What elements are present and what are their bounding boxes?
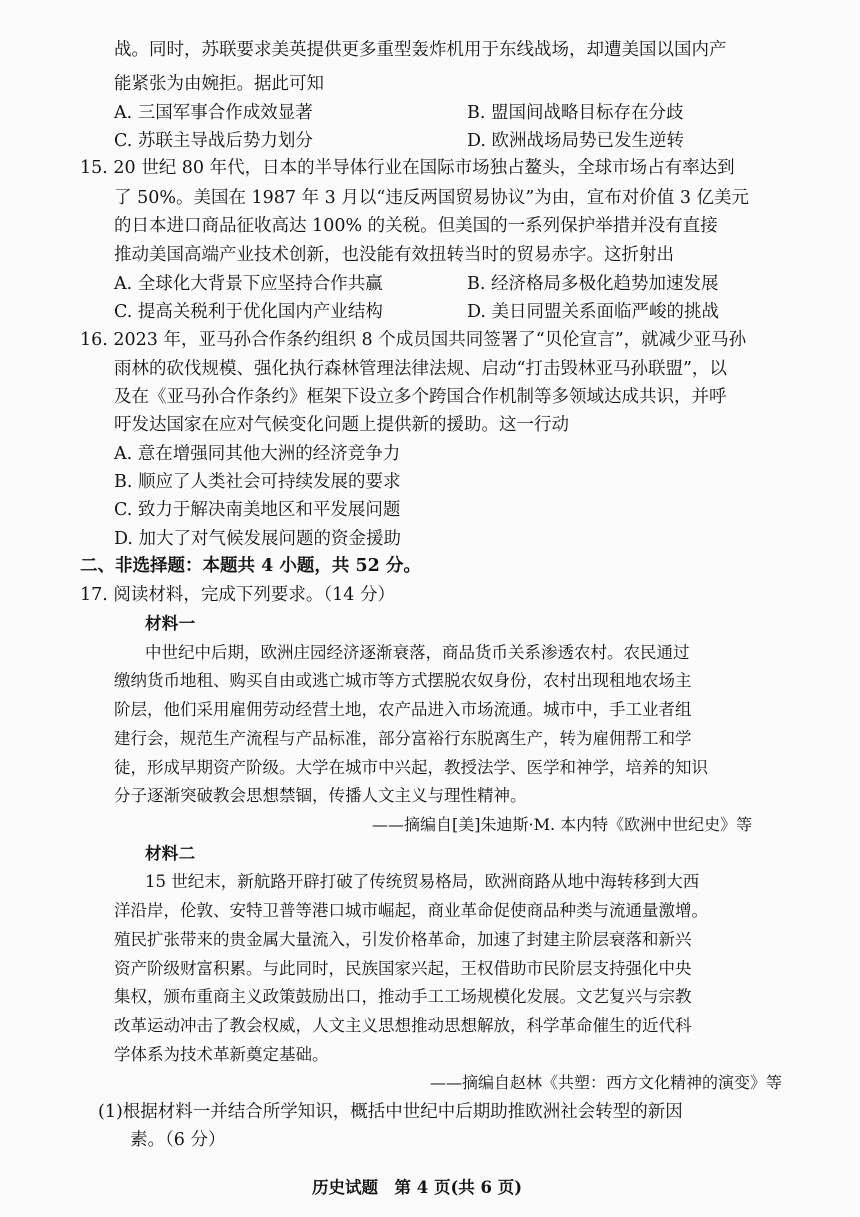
material-two-line: 学体系为技术革新奠定基础。 — [114, 1045, 329, 1064]
q14-option-b: B. 盟国间战略目标存在分歧 — [467, 103, 684, 123]
q14-stem-line: 战。同时，苏联要求美英提供更多重型轰炸机用于东线战场，却遭美国以国内产 — [114, 40, 727, 60]
material-one-line: 建行会，规范生产流程与产品标准，部分富裕行东脱离生产，转为雇佣帮工和学 — [114, 729, 692, 748]
q15-option-d: D. 美日同盟关系面临严峻的挑战 — [467, 302, 720, 322]
material-one-line: 中世纪中后期，欧洲庄园经济逐渐衰落，商品货币关系渗透农村。农民通过 — [145, 643, 690, 662]
q15-option-c: C. 提高关税利于优化国内产业结构 — [114, 302, 383, 322]
q15-option-a: A. 全球化大背景下应坚持合作共赢 — [114, 274, 383, 294]
q15-stem-line: 15. 20 世纪 80 年代，日本的半导体行业在国际市场独占鳌头，全球市场占有率达到 — [80, 158, 735, 178]
material-two-title: 材料二 — [145, 844, 196, 863]
page-footer: 历史试题 第 4 页(共 6 页) — [312, 1178, 523, 1197]
q16-stem-line: 雨林的砍伐规模、强化执行森林管理法律法规、启动“打击毁林亚马孙联盟”，以 — [114, 359, 727, 379]
section-heading: 二、非选择题：本题共 4 小题，共 52 分。 — [80, 556, 421, 576]
q15-option-b: B. 经济格局多极化趋势加速发展 — [467, 274, 719, 294]
q16-stem-line: 及在《亚马孙合作条约》框架下设立多个跨国合作机制等多领域达成共识，并呼 — [114, 387, 727, 407]
material-two-line: 洋沿岸，伦敦、安特卫普等港口城市崛起，商业革命促使商品种类与流通量激增。 — [114, 901, 708, 920]
material-one-source: ——摘编自[美]朱迪斯·M. 本内特《欧洲中世纪史》等 — [372, 815, 753, 834]
material-one-line: 徒，形成早期资产阶级。大学在城市中兴起，教授法学、医学和神学，培养的知识 — [114, 758, 708, 777]
material-one-line: 分子逐渐突破教会思想禁锢，传播人文主义与理性精神。 — [114, 786, 527, 805]
q16-option-a: A. 意在增强同其他大洲的经济竞争力 — [114, 444, 401, 464]
material-one-title: 材料一 — [145, 614, 196, 633]
q16-option-d: D. 加大了对气候发展问题的资金援助 — [114, 529, 402, 549]
q15-stem-line: 的日本进口商品征收高达 100% 的关税。但美国的一系列保护举措并没有直接 — [114, 216, 718, 236]
q15-stem-line: 推动美国高端产业技术创新，也没能有效扭转当时的贸易赤字。这折射出 — [114, 245, 674, 265]
q14-option-c: C. 苏联主导战后势力划分 — [114, 131, 313, 151]
material-one-line: 缴纳货币地租、购买自由或逃亡城市等方式摆脱农奴身份，农村出现租地农场主 — [114, 671, 692, 690]
q17-sub-question-1: (1)根据材料一并结合所学知识，概括中世纪中后期助推欧洲社会转型的新因 — [98, 1102, 683, 1122]
q17-stem: 17. 阅读材料，完成下列要求。（14 分） — [80, 585, 395, 605]
q16-option-c: C. 致力于解决南美地区和平发展问题 — [114, 500, 401, 520]
material-one-line: 阶层，他们采用雇佣劳动经营土地，农产品进入市场流通。城市中，手工业者组 — [114, 700, 692, 719]
q16-stem-line: 16. 2023 年，亚马孙合作条约组织 8 个成员国共同签署了“贝伦宣言”，就减少亚马孙 — [80, 330, 747, 350]
material-two-line: 资产阶级财富积累。与此同时，民族国家兴起，王权借助市民阶层支持强化中央 — [114, 959, 692, 978]
material-two-line: 殖民扩张带来的贵金属大量流入，引发价格革命，加速了封建主阶层衰落和新兴 — [114, 930, 692, 949]
q16-option-b: B. 顺应了人类社会可持续发展的要求 — [114, 472, 401, 492]
q17-sub-question-1: 素。（6 分） — [130, 1130, 226, 1150]
q15-stem-line: 了 50%。美国在 1987 年 3 月以“违反两国贸易协议”为由，宣布对价值 3 亿美元 — [114, 188, 750, 208]
q14-option-d: D. 欧洲战场局势已发生逆转 — [467, 131, 685, 151]
q16-stem-line: 吁发达国家在应对气候变化问题上提供新的援助。这一行动 — [114, 415, 569, 435]
material-two-line: 集权，颁布重商主义政策鼓励出口，推动手工工场规模化发展。文艺复兴与宗教 — [114, 987, 692, 1006]
q14-option-a: A. 三国军事合作成效显著 — [114, 103, 313, 123]
q14-stem-line: 能紧张为由婉拒。据此可知 — [114, 74, 324, 94]
material-two-line: 改革运动冲击了教会权威，人文主义思想推动思想解放，科学革命催生的近代科 — [114, 1016, 692, 1035]
material-two-line: 15 世纪末，新航路开辟打破了传统贸易格局，欧洲商路从地中海转移到大西 — [145, 872, 700, 891]
material-two-source: ——摘编自赵林《共塑：西方文化精神的演变》等 — [430, 1073, 783, 1092]
